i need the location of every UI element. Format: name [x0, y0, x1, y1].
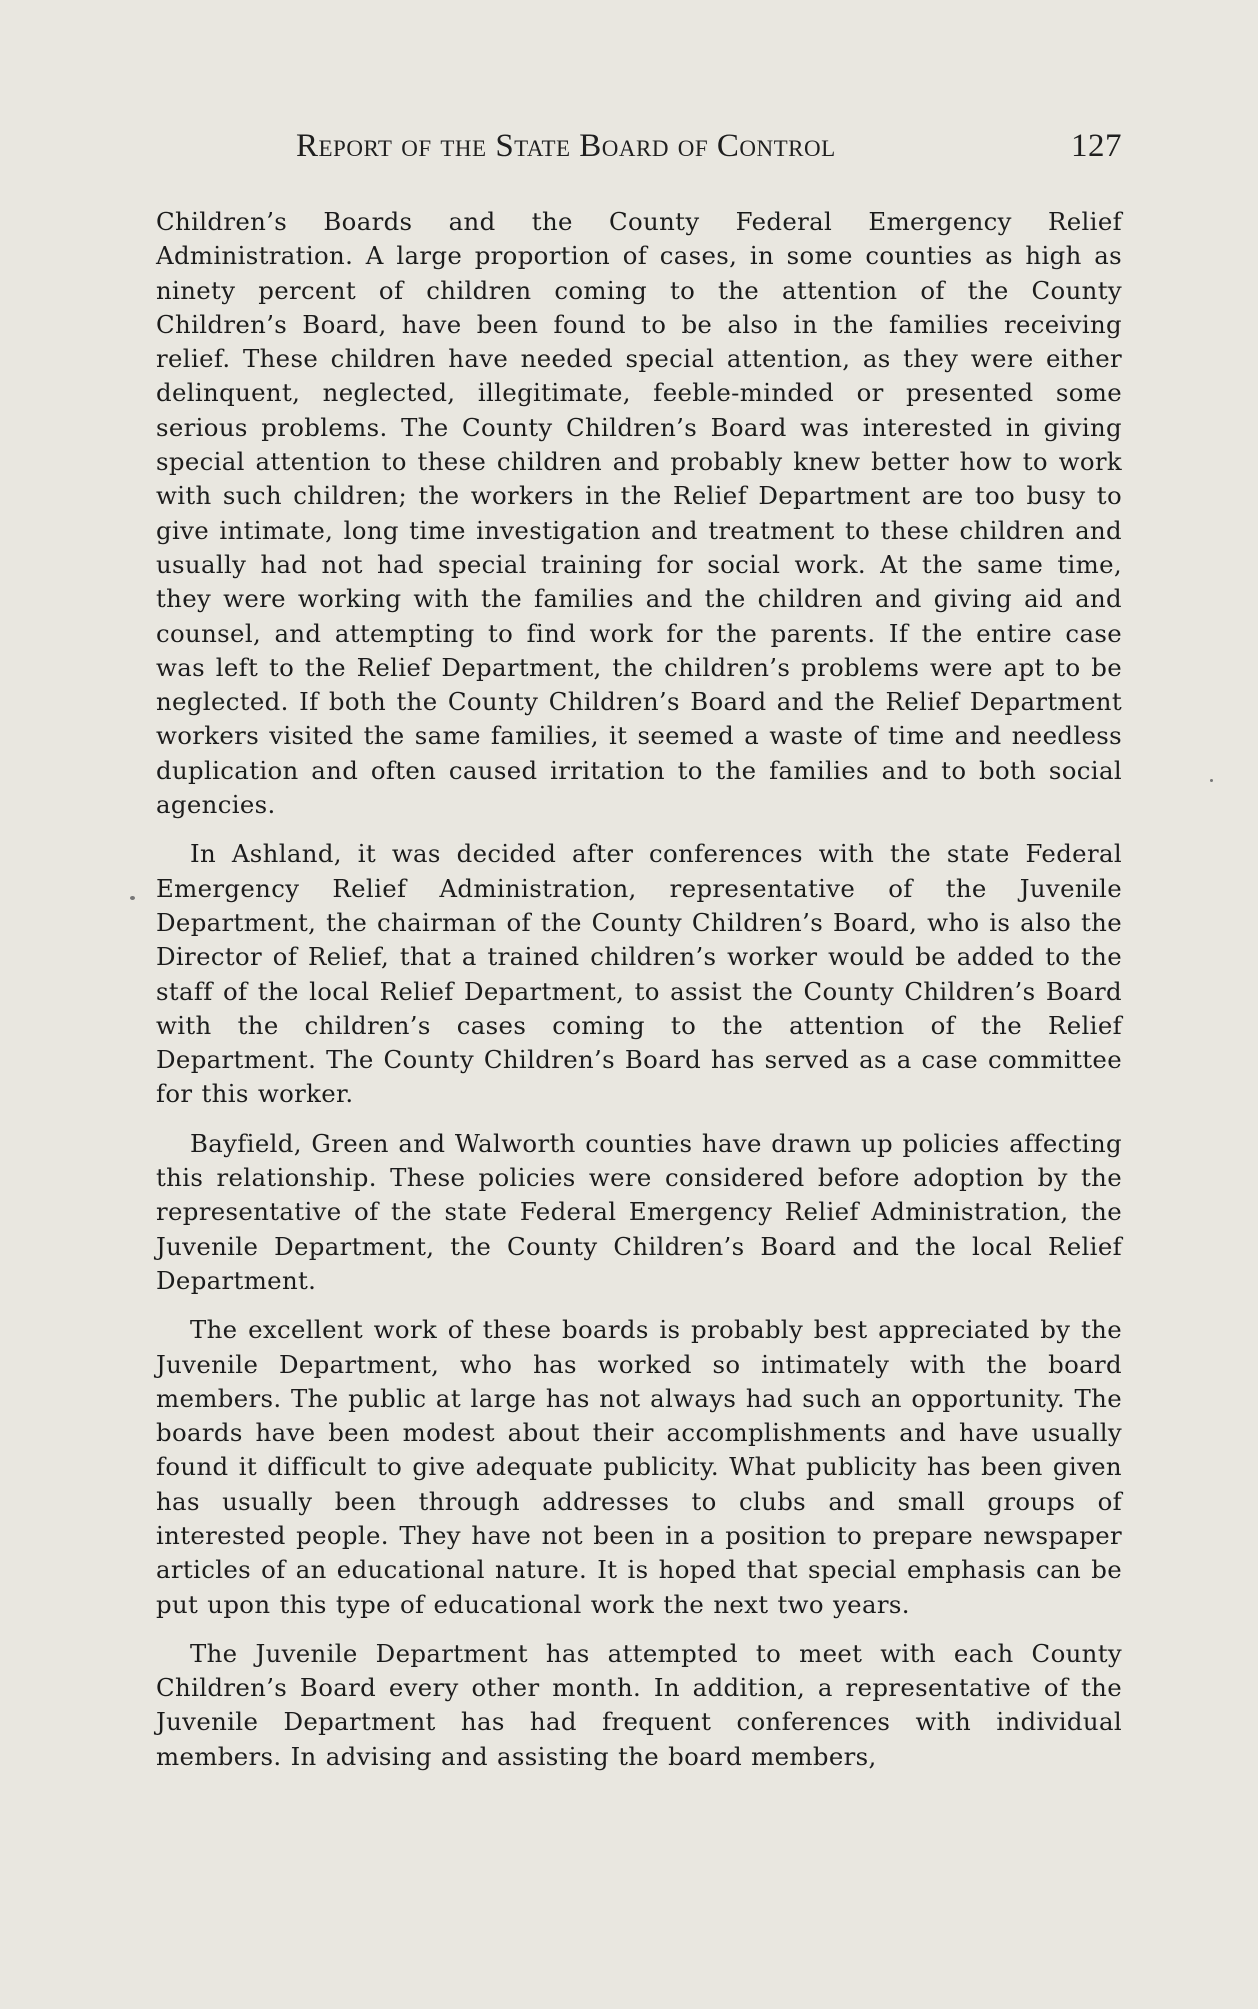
paragraph-1: Children’s Boards and the County Federal Emergency Relief Administration. A large proportion of cases, in some counties as high as ninety percent of children coming to the attention of the County Children’s Board, have been found to be also in the families receiving relief. These children have needed special attention, as they were either delinquent, neglected, illegitimate, feeble-minded or presented some serious problems. The County Children’s Board was interested in giving special attention to these children and probably knew better how to work with such children; the workers in the Relief Department are too busy to give intimate, long time investigation and treatment to these children and usually had not had special training for social work. At the same time, they were working with the families and the children and giving aid and counsel, and attempting to find work for the parents. If the entire case was left to the Relief Department, the children’s problems were apt to be neglected. If both the County Children’s Board and the Relief Department workers visited the same families, it seemed a waste of time and needless duplication and often caused irritation to the families and to both social agencies.: [156, 207, 1122, 820]
paper-speck: [130, 896, 135, 900]
running-head: [156, 128, 1122, 178]
running-title: Report of the State Board of Control: [296, 128, 836, 164]
paragraph-5: The Juvenile Department has attempted to meet with each County Children’s Board every other month. In addition, a representative of the Juvenile Department has had frequent conferences with individual members. In advising and assisting the board members,: [156, 1638, 1122, 1771]
page-number: 127: [1071, 128, 1122, 164]
paragraph-4: The excellent work of these boards is probably best appreciated by the Juvenile Department, who has worked so intimately with the board members. The public at large has not always had such an opportunity. The boards have been modest about their accomplishments and have usually found it difficult to give adequate publicity. What publicity has been given has usually been through addresses to clubs and small groups of interested people. They have not been in a position to prepare newspaper articles of an educational nature. It is hoped that special emphasis can be put upon this type of educational work the next two years.: [156, 1315, 1122, 1619]
paper-speck: [1210, 779, 1213, 782]
paragraph-3: Bayfield, Green and Walworth counties have drawn up policies affecting this relationship. These policies were considered before adoption by the representative of the state Federal Emergency Relief Administration, the Juvenile Department, the County Children’s Board and the local Relief Department.: [156, 1128, 1122, 1295]
paragraph-2: In Ashland, it was decided after conferences with the state Federal Emergency Relief Administration, representative of the Juvenile Department, the chairman of the County Children’s Board, who is also the Director of Relief, that a trained children’s worker would be added to the staff of the local Relief Department, to assist the County Children’s Board with the children’s cases coming to the attention of the Relief Department. The County Children’s Board has served as a case committee for this worker.: [156, 839, 1122, 1109]
body-text: [156, 205, 1122, 1789]
